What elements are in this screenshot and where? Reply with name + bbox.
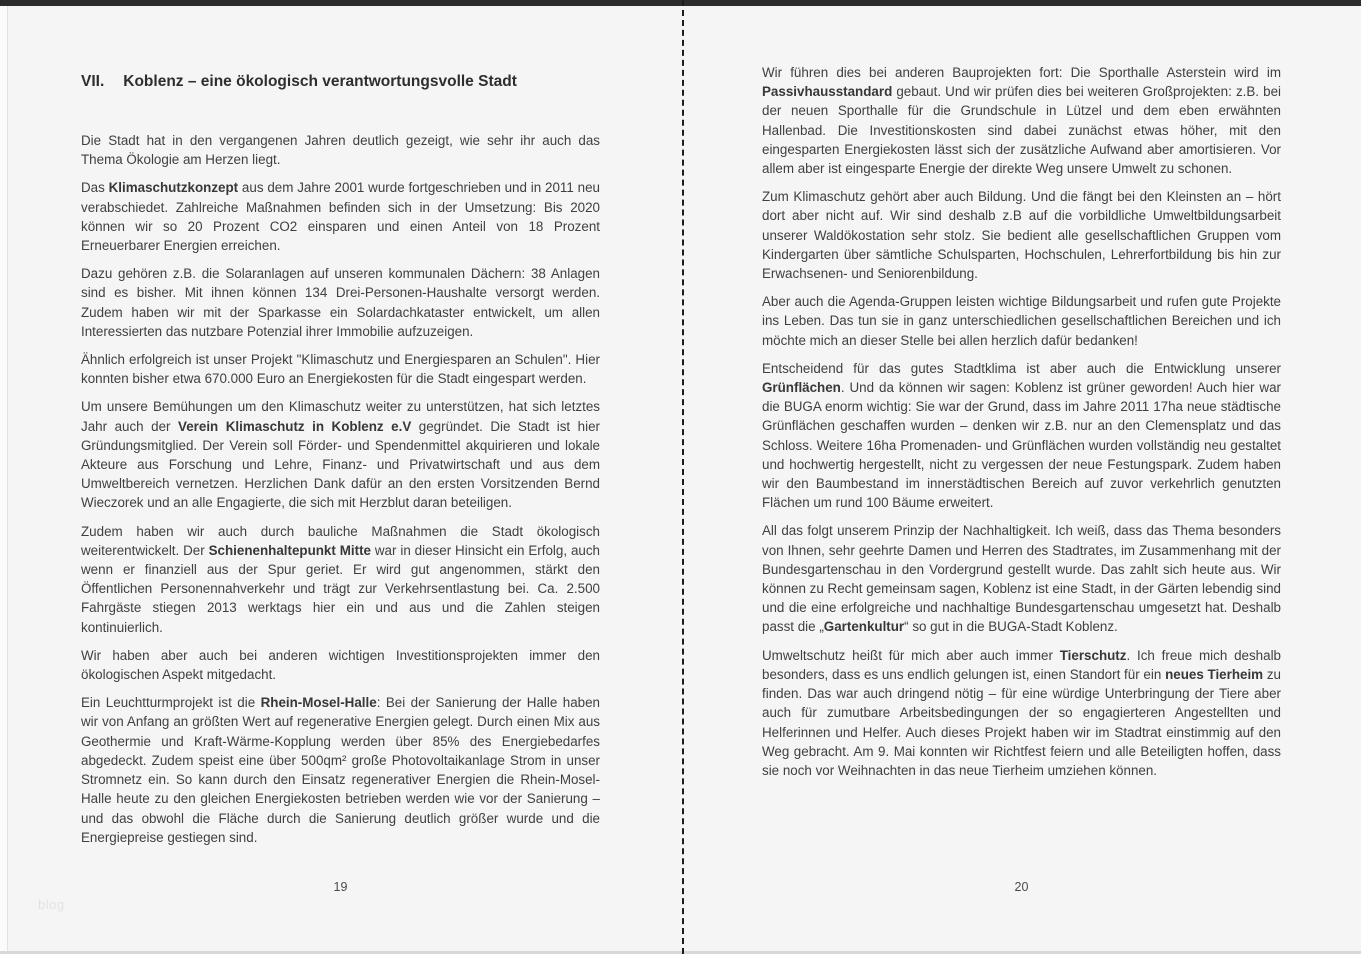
bold-text-segment: Tierschutz xyxy=(1059,647,1127,663)
bold-text-segment: Grünflächen xyxy=(762,380,841,396)
page-left-body xyxy=(81,131,600,856)
bold-text-segment: Verein Klimaschutz in Koblenz e.V xyxy=(178,418,412,434)
section-title: Koblenz – eine ökologisch verantwortungsvolle Stadt xyxy=(123,73,517,91)
bold-text-segment: Rhein-Mosel-Halle xyxy=(260,695,377,711)
text-segment: “ so gut in die BUGA-Stadt Koblenz. xyxy=(904,619,1118,635)
text-segment: Zudem haben wir auch durch bauliche Maßnahmen die Stadt ökologisch weiterentwickelt. Der xyxy=(81,523,600,558)
text-segment: Wir führen dies bei anderen Bauprojekten fort: Die Sporthalle Asterstein wird im xyxy=(762,65,1281,80)
bold-text-segment: Klimaschutzkonzept xyxy=(108,180,239,196)
text-segment: gegründet. Die Stadt ist hier Gründungsmitglied. Der Verein soll Förder- und Spendenmittel akquirieren und lokale Akteure aus Forschung und Lehre, Finanz- und Privatwirtschaft und aus dem Umweltbereich vernetzen. Herzlichen Dank dafür an den ersten Vorsitzenden Bernd Wieczorek und an alle Engagierte, die sich mit Herzblut daran beteiligen. xyxy=(81,418,600,511)
text-segment: Ein Leuchtturmprojekt ist die xyxy=(81,695,261,711)
text-segment: zu finden. Das war auch dringend nötig – für eine würdige Unterbringung der Tiere aber auch für zumutbare Arbeitsbedingungen der so engagierteren Angestellten und Helferinnen und Helfer. Auch dieses Projekt haben wir im Stadtrat einstimmig auf den Weg gebracht. Am 9. Mai konnten wir Richtfest feiern und alle Beteiligten hoffen, dass sie noch vor Weihnachten in das neue Tierheim umziehen können. xyxy=(762,666,1281,778)
text-segment: Umweltschutz heißt für mich aber auch immer xyxy=(762,647,1060,663)
section-number: VII. xyxy=(81,73,105,91)
text-segment: Aber auch die Agenda-Gruppen leisten wichtige Bildungsarbeit und rufen gute Projekte ins Leben. Das tun sie in ganz unterschiedlichen gesellschaftlichen Bereichen und ich möchte mich an dieser Stelle bei allen herzlich dafür bedanken! xyxy=(762,294,1281,348)
page-right-body xyxy=(762,63,1281,789)
text-segment: aus dem Jahre 2001 wurde fortgeschrieben und in 2011 neu verabschiedet. Zahlreiche Maßnahmen befinden sich in der Umsetzung: Bis 2020 können wir so 20 Prozent CO2 einsparen und einen Anteil von 18 Prozent Erneuerbarer Energien erreichen. xyxy=(81,180,600,254)
paragraph xyxy=(762,292,1281,350)
bold-text-segment: Schienenhaltepunkt Mitte xyxy=(208,542,371,558)
text-segment: war in dieser Hinsicht ein Erfolg, auch wenn er finanziell aus der Spur geriet. Er wird gut angenommen, stärkt den Öffentlichen Personennahverkehr und trägt zur Verkehrsentlastung bei. Ca. 2.500 Fahrgäste stiegen 2013 werktags hier ein und aus und die Zahlen steigen kontinuierlich. xyxy=(81,542,600,635)
text-segment: gebaut. Und wir prüfen dies bei weiteren Großprojekten: z.B. bei der neuen Sporthalle für die Grundschule in Lützel und dem eben erwähnten Hallenbad. Die Investitionskosten sind dabei zunächst etwas höher, mit den eingesparten Energiekosten lässt sich der zusätzliche Aufwand aber amortisieren. Vor allem aber ist eingesparte Energie der direkte Weg unsere Umwelt zu schonen. xyxy=(762,84,1281,177)
page-divider-dashed-line xyxy=(682,0,684,954)
paragraph xyxy=(81,264,600,341)
section-heading xyxy=(81,73,621,91)
bold-text-segment: Passivhausstandard xyxy=(762,84,893,100)
text-segment: Das xyxy=(81,180,109,196)
paragraph xyxy=(762,63,1281,178)
page-number-right: 20 xyxy=(1014,880,1029,894)
scan-top-edge xyxy=(0,0,1361,6)
page-number-left: 19 xyxy=(333,880,348,894)
text-segment: Dazu gehören z.B. die Solaranlagen auf unseren kommunalen Dächern: 38 Anlagen sind es bisher. Mit ihnen können 134 Drei-Personen-Haushalte versorgt werden. Zudem haben wir mit der Sparkasse ein Solardachkataster entwickelt, um allen Interessierten das nutzbare Potenzial ihrer Immobilie aufzuzeigen. xyxy=(81,266,600,339)
paragraph xyxy=(762,646,1281,780)
text-segment: Um unsere Bemühungen um den Klimaschutz weiter zu unterstützen, hat sich letztes Jahr auch der xyxy=(81,399,600,434)
paragraph xyxy=(81,693,600,847)
paragraph xyxy=(81,350,600,388)
bold-text-segment: Gartenkultur xyxy=(823,619,905,635)
text-segment: : Bei der Sanierung der Halle haben wir von Anfang an größten Wert auf regenerative Energien gelegt. Durch einen Mix aus Geothermie und Kraft-Wärme-Kopplung werden über 85% des Energiebedarfes abgedeckt. Zudem speist eine über 500qm² große Photovoltaikanlage Strom in unser Stromnetz ein. So kann durch den Einsatz regenerativer Energien die Rhein-Mosel-Halle heute zu den gleichen Energiekosten betrieben werden wie vor der Sanierung – und das obwohl die Fläche durch die Sanierung deutlich größer wurde und die Energiepreise gestiegen sind. xyxy=(81,695,600,845)
text-segment: Ähnlich erfolgreich ist unser Projekt "Klimaschutz und Energiesparen an Schulen". Hier konnten bisher etwa 670.000 Euro an Energiekosten für die Stadt eingespart werden. xyxy=(81,352,600,387)
paragraph xyxy=(81,131,600,169)
blog-watermark: blog xyxy=(38,897,65,912)
paragraph xyxy=(81,178,600,255)
text-segment: Die Stadt hat in den vergangenen Jahren deutlich gezeigt, wie sehr ihr auch das Thema Ökologie am Herzen liegt. xyxy=(81,133,600,168)
paragraph xyxy=(81,646,600,684)
paragraph xyxy=(81,522,600,637)
bold-text-segment: neues Tierheim xyxy=(1165,666,1264,682)
text-segment: Wir haben aber auch bei anderen wichtigen Investitionsprojekten immer den ökologischen Aspekt mitgedacht. xyxy=(81,647,600,683)
paragraph xyxy=(762,187,1281,283)
paragraph xyxy=(81,397,600,512)
text-segment: . Ich freue mich deshalb besonders, dass es uns endlich gelungen ist, einen Standort für ein xyxy=(762,647,1282,682)
paragraph xyxy=(762,359,1281,513)
text-segment: All das folgt unserem Prinzip der Nachhaltigkeit. Ich weiß, dass das Thema besonders von Ihnen, sehr geehrte Damen und Herren des Stadtrates, im Zusammenhang mit der Bundesgartenschau in den Vordergrund gestellt wurde. Das zahlt sich heute aus. Wir können zu Recht gemeinsam sagen, Koblenz ist eine Stadt, in der Gärten lebendig sind und die eine erfolgreiche und nachhaltige Bundesgartenschau umgesetzt hat. Deshalb passt die „ xyxy=(762,523,1281,635)
text-segment: . Und da können wir sagen: Koblenz ist grüner geworden! Auch hier war die BUGA enorm wichtig: Sie war der Grund, dass im Jahre 2011 17ha neue städtische Grünflächen geschaffen wurden – denken wir z.B. nur an den Clemensplatz und das Schloss. Weitere 16ha Promenaden- und Grünflächen wurden vollständig neu gestaltet und hochwertig hergestellt, nicht zu vergessen der neue Festungspark. Zudem haben wir den Baumbestand im innerstädtischen Bereich auf zuvor verkehrlich genutzten Flächen um rund 100 Bäume erweitert. xyxy=(762,380,1281,511)
scan-left-edge xyxy=(0,6,8,954)
text-segment: Entscheidend für das gutes Stadtklima ist aber auch die Entwicklung unserer xyxy=(762,360,1281,376)
paragraph xyxy=(762,521,1281,636)
text-segment: Zum Klimaschutz gehört aber auch Bildung. Und die fängt bei den Kleinsten an – hört dort aber nicht auf. Wir sind deshalb z.B auf die vorbildliche Umweltbildungsarbeit unserer Waldökostation sehr stolz. Sie bedient alle gesellschaftlichen Gruppen vom Kindergarten über sämtliche Schulsparten, Hochschulen, Lehrerfortbildung bis hin zur Erwachsenen- und Seniorenbildung. xyxy=(762,189,1281,282)
